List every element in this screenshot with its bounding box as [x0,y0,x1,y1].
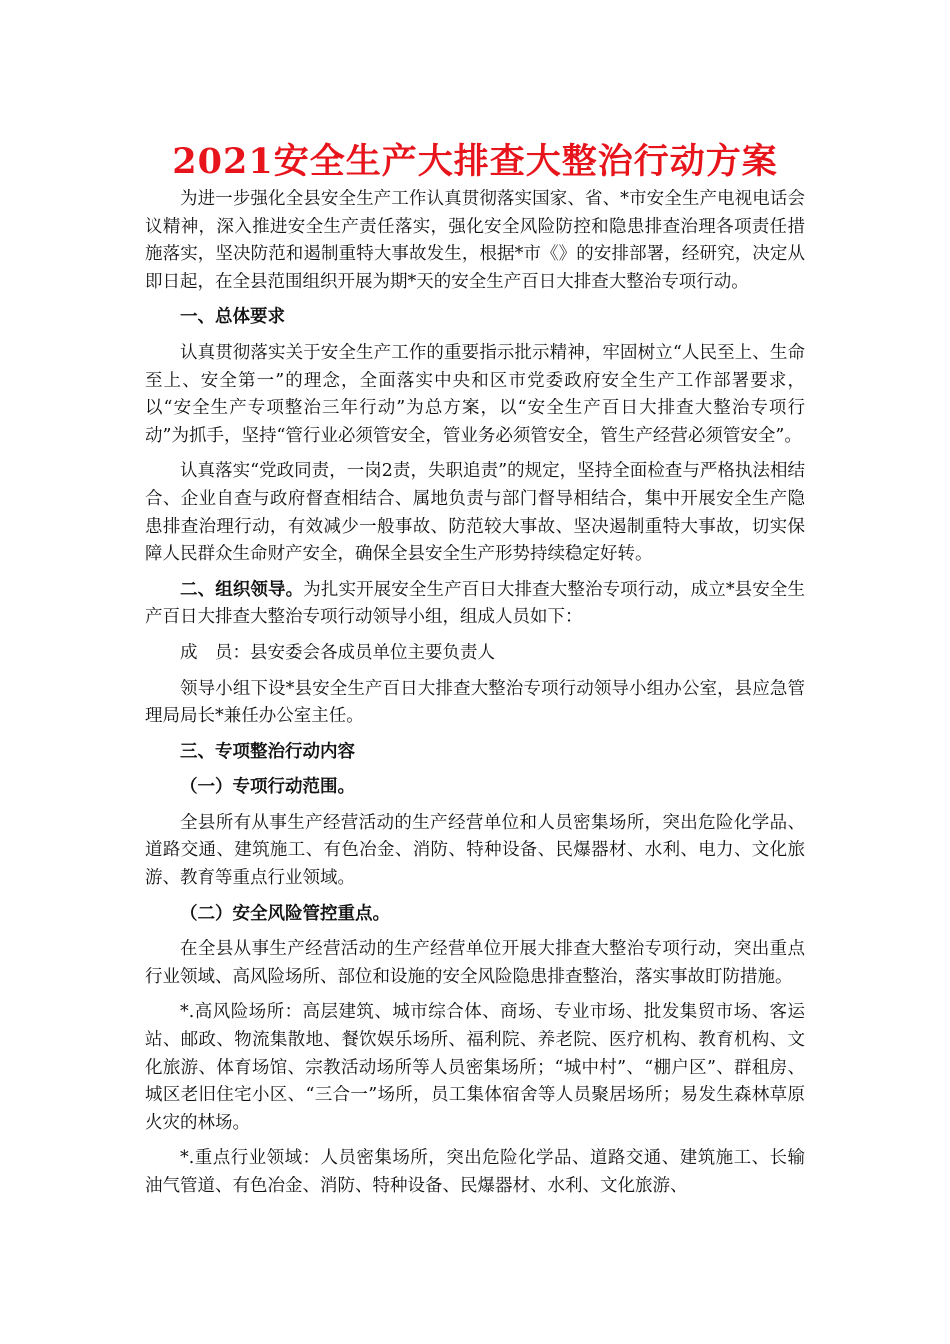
section-heading-action-content: 三、专项整治行动内容 [180,741,355,762]
paragraph-risk-control: 在全县从事生产经营活动的生产经营单位开展大排查大整治专项行动，突出重点行业领域、高风险场所、部位和设施的安全风险隐患排查整治，落实事故盯防措施。 [145,939,805,987]
paragraph-office: 领导小组下设*县安全生产百日大排查大整治专项行动领导小组办公室，县应急管理局局长*兼任办公室主任。 [145,678,805,727]
subsection-heading-scope: （一）专项行动范围。 [180,777,355,798]
paragraph-organization [145,577,805,632]
section-heading-general-requirements: 一、总体要求 [180,307,285,328]
paragraph-scope: 全县所有从事生产经营活动的生产经营单位和人员密集场所，突出危险化学品、道路交通、建筑施工、有色冶金、消防、特种设备、民爆器材、水利、电力、文化旅游、教育等重点行业领域。 [145,812,805,889]
paragraph-key-industries: *.重点行业领域：人员密集场所，突出危险化学品、道路交通、建筑施工、长输油气管道、有色冶金、消防、特种设备、民爆器材、水利、文化旅游、 [145,1148,805,1196]
paragraph-general-1: 认真贯彻落实关于安全生产工作的重要指示批示精神，牢固树立“人民至上、生命至上、安全第一”的理念，全面落实中央和区市党委政府安全生产工作部署要求，以“安全生产专项整治三年行动”为总方案，以“安全生产百日大排查大整治专项行动”为抓手，坚持“管行业必须管安全，管业务必须管安全，管生产经营必须管安全”。 [145,342,805,446]
subsection-heading-risk-control: （二）安全风险管控重点。 [180,903,390,924]
document-title: 2021安全生产大排查大整治行动方案 [172,141,778,182]
document-body [145,186,805,1209]
intro-paragraph: 为进一步强化全县安全生产工作认真贯彻落实国家、省、*市安全生产电视电话会议精神，深入推进安全生产责任落实，强化安全风险防控和隐患排查治理各项责任措施落实，坚决防范和遏制重特大事故发生，根据*市《》的安排部署，经研究，决定从即日起，在全县范围组织开展为期*天的安全生产百日大排查大整治专项行动。 [145,189,805,292]
paragraph-members: 成 员：县安委会各成员单位主要负责人 [180,642,495,663]
paragraph-organization-text: 为扎实开展安全生产百日大排查大整治专项行动，成立*县安全生产百日大排查大整治专项行动领导小组，组成人员如下： [145,579,805,628]
paragraph-general-2: 认真落实“党政同责，一岗2责，失职追责”的规定，坚持全面检查与严格执法相结合、企业自查与政府督查相结合、属地负责与部门督导相结合，集中开展安全生产隐患排查治理行动，有效减少一般事故、防范较大事故、坚决遏制重特大事故，切实保障人民群众生命财产安全，确保全县安全生产形势持续稳定好转。 [145,461,805,565]
paragraph-high-risk-places: *.高风险场所：高层建筑、城市综合体、商场、专业市场、批发集贸市场、客运站、邮政、物流集散地、餐饮娱乐场所、福利院、养老院、医疗机构、教育机构、文化旅游、体育场馆、宗教活动场所等人员密集场所；“城中村”、“棚户区”、群租房、城区老旧住宅小区、“三合一”场所，员工集体宿舍等人员聚居场所；易发生森林草原火灾的林场。 [145,1002,805,1133]
section-heading-organization: 二、组织领导。 [180,579,304,600]
